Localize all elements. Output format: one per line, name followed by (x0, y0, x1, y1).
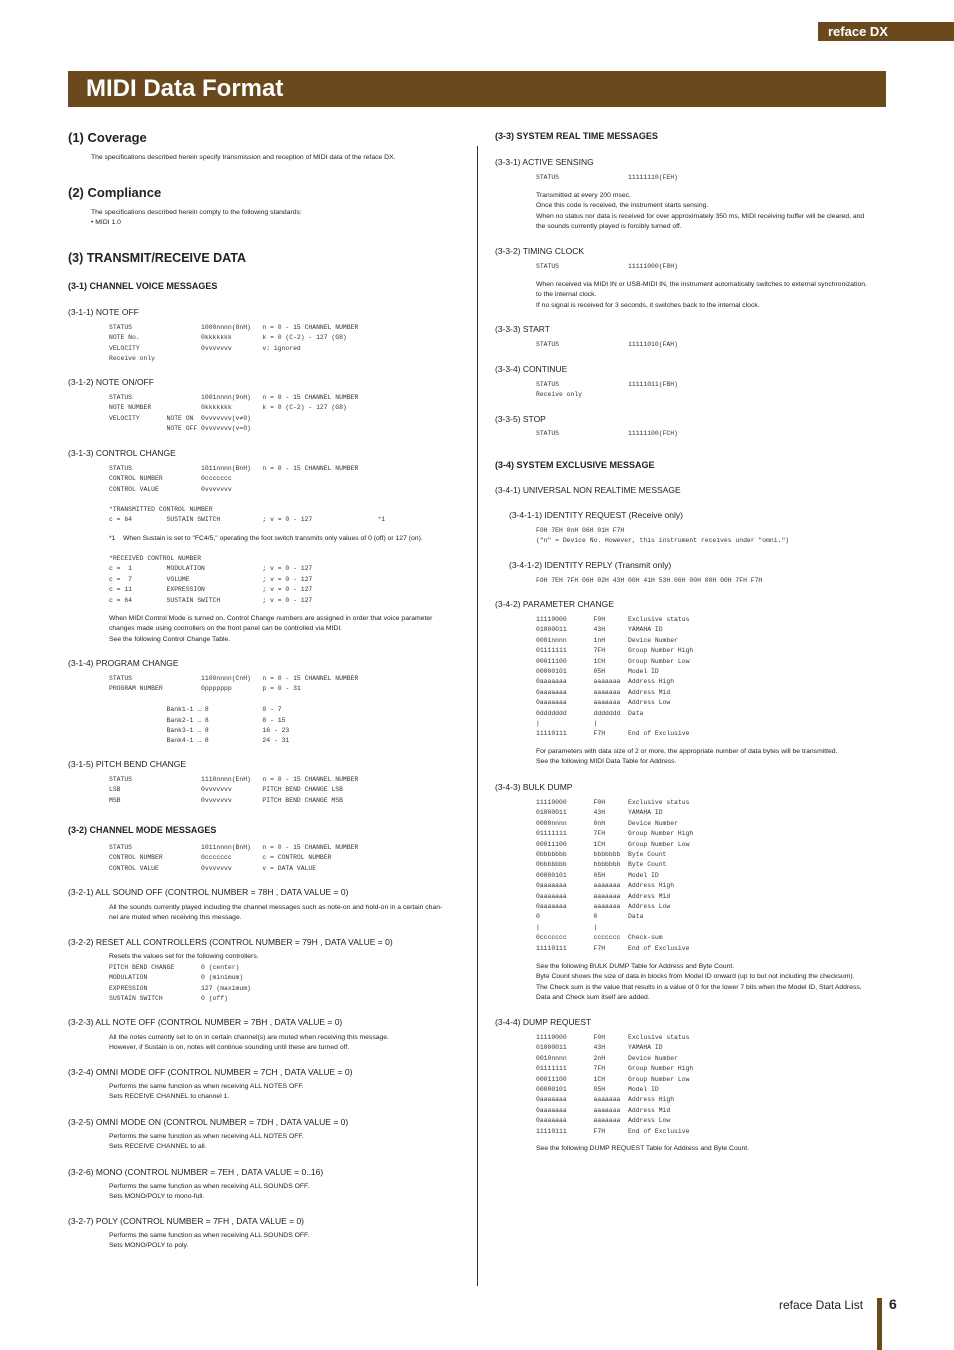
omni-off-text: Performs the same function as when receiving ALL NOTES OFF. Sets RECEIVE CHANNEL to channel 1. (109, 1083, 304, 1101)
start-heading: (3-3-3) START (495, 324, 550, 334)
dump-request-text: See the following DUMP REQUEST Table for Address and Byte Count. (536, 1145, 750, 1152)
active-sensing-heading: (3-3-1) ACTIVE SENSING (495, 157, 594, 167)
page-number: 6 (889, 1296, 897, 1312)
universal-nonrealtime-heading: (3-4-1) UNIVERSAL NON REALTIME MESSAGE (495, 485, 681, 495)
system-exclusive-heading: (3-4) SYSTEM EXCLUSIVE MESSAGE (495, 460, 655, 470)
mono-heading: (3-2-6) MONO (CONTROL NUMBER = 7EH , DATA VALUE = 0..16) (68, 1167, 324, 1177)
bulk-dump-text: See the following BULK DUMP Table for Address and Byte Count. Byte Count shows the size of data in blocks from Model ID onward (up to but not including the checksum). The Check sum is the value that results in a value of 0 for the lower 7 bits when the Model ID, Start Address, Data and Check sum itself are added. (536, 963, 862, 1001)
identity-reply-table: F0H 7EH 7FH 06H 02H 43H 00H 41H 53H 06H 00H 00H 00H 7FH F7H (536, 577, 763, 584)
compliance-heading: (2) Compliance (68, 185, 162, 200)
timing-clock-heading: (3-3-2) TIMING CLOCK (495, 246, 585, 256)
all-sound-off-text: All the sounds currently played including the channel messages such as note-on and hold-on in a certain chan- nel are muted when receiving this message. (109, 904, 443, 922)
parameter-change-table: 11110000 F0H Exclusive status 01000011 43H YAMAHA ID 0001nnnn 1nH Device Number 01111111 7FH Group Number High 00011100 1CH Group Number Low 00000101 05H Model ID 0aaaaaaa aaaaaaa Address High 0aaaaaaa aaaaaaa Address Mid 0aaaaaaa aaaaaaa Address Low 0ddddddd ddddddd Data | | 11110111 F7H End of Exclusive (536, 616, 694, 738)
channel-voice-heading: (3-1) CHANNEL VOICE MESSAGES (68, 281, 218, 291)
control-change-table: STATUS 1011nnnn(BnH) n = 0 - 15 CHANNEL NUMBER CONTROL NUMBER 0ccccccc CONTROL VALUE 0vvvvvvv (109, 465, 359, 493)
note-off-heading: (3-1-1) NOTE OFF (68, 307, 139, 317)
channel-mode-heading: (3-2) CHANNEL MODE MESSAGES (68, 825, 217, 835)
parameter-change-text: For parameters with data size of 2 or more, the appropriate number of data bytes will be transmitted. See the following MIDI Data Table for Address. (536, 748, 838, 766)
poly-heading: (3-2-7) POLY (CONTROL NUMBER = 7FH , DATA VALUE = 0) (68, 1216, 305, 1226)
coverage-heading: (1) Coverage (68, 130, 147, 145)
omni-off-heading: (3-2-4) OMNI MODE OFF (CONTROL NUMBER = 7CH , DATA VALUE = 0) (68, 1067, 353, 1077)
transmitted-control-table: *TRANSMITTED CONTROL NUMBER c = 64 SUSTAIN SWITCH ; v = 0 - 127 *1 (109, 506, 386, 524)
control-change-heading: (3-1-3) CONTROL CHANGE (68, 448, 176, 458)
parameter-change-heading: (3-4-2) PARAMETER CHANGE (495, 599, 614, 609)
identity-request-table: F0H 7EH 0nH 06H 01H F7H ("n" = Device No. However, this instrument receives under "omni.") (536, 527, 790, 545)
column-divider (477, 146, 478, 1286)
note-on-off-heading: (3-1-2) NOTE ON/OFF (68, 377, 154, 387)
bulk-dump-table: 11110000 F0H Exclusive status 01000011 43H YAMAHA ID 0000nnnn 0nH Device Number 01111111 7FH Group Number High 00011100 1CH Group Number Low 0bbbbbbb bbbbbbb Byte Count 0bbbbbbb bbbbbbb Byte Count 00000101 05H Model ID 0aaaaaaa aaaaaaa Address High 0aaaaaaa aaaaaaa Address Mid 0aaaaaaa aaaaaaa Address Low 0 0 Data | | 0ccccccc ccccccc Check-sum 11110111 F7H End of Exclusive (536, 799, 694, 952)
identity-request-heading: (3-4-1-1) IDENTITY REQUEST (Receive only) (509, 510, 683, 520)
program-change-table: STATUS 1100nnnn(CnH) n = 0 - 15 CHANNEL NUMBER PROGRAM NUMBER 0ppppppp p = 0 - 31 Bank1-1 … 8 0 - 7 Bank2-1 … 8 8 - 15 Bank3-1 … 8 16 - 23 Bank4-1 … 8 24 - 31 (109, 675, 359, 745)
stop-table: STATUS 11111100(FCH) (536, 430, 678, 437)
timing-clock-table: STATUS 11111000(F8H) (536, 263, 678, 270)
timing-clock-text: When received via MIDI IN or USB-MIDI IN, the instrument automatically switches to external synchronization. to the internal clock. If no signal is received for 3 seconds, it switches back to the internal clock. (536, 281, 867, 309)
pitch-bend-table: STATUS 1110nnnn(EnH) n = 0 - 15 CHANNEL NUMBER LSB 0vvvvvvv PITCH BEND CHANGE LSB MSB 0vvvvvvv PITCH BEND CHANGE MSB (109, 776, 359, 804)
pitch-bend-heading: (3-1-5) PITCH BEND CHANGE (68, 759, 187, 769)
active-sensing-text: Transmitted at every 200 msec. Once this code is received, the instrument starts sensing. When no status nor data is received for over approximately 350 ms, MIDI receiving buffer will be cleared, and the sounds currently played is forcibly turned off. (536, 192, 865, 230)
channel-mode-table: STATUS 1011nnnn(BnH) n = 0 - 15 CHANNEL NUMBER CONTROL NUMBER 0ccccccc c = CONTROL NUMBER CONTROL VALUE 0vvvvvvv v = DATA VALUE (109, 844, 359, 872)
start-table: STATUS 11111010(FAH) (536, 341, 678, 348)
stop-heading: (3-3-5) STOP (495, 414, 546, 424)
omni-on-heading: (3-2-5) OMNI MODE ON (CONTROL NUMBER = 7DH , DATA VALUE = 0) (68, 1117, 349, 1127)
bulk-dump-heading: (3-4-3) BULK DUMP (495, 782, 573, 792)
dump-request-heading: (3-4-4) DUMP REQUEST (495, 1017, 592, 1027)
page-title: MIDI Data Format (68, 71, 886, 107)
reset-controllers-text: Resets the values set for the following controllers. (109, 953, 259, 960)
note-on-off-table: STATUS 1001nnnn(9nH) n = 0 - 15 CHANNEL NUMBER NOTE NUMBER 0kkkkkkk k = 0 (C-2) - 127 (G8) VELOCITY NOTE ON 0vvvvvvv(v≠0) NOTE OFF 0vvvvvvv(v=0) (109, 394, 359, 433)
dump-request-table: 11110000 F0H Exclusive status 01000011 43H YAMAHA ID 0010nnnn 2nH Device Number 01111111 7FH Group Number High 00011100 1CH Group Number Low 00000101 05H Model ID 0aaaaaaa aaaaaaa Address High 0aaaaaaa aaaaaaa Address Mid 0aaaaaaa aaaaaaa Address Low 11110111 F7H End of Exclusive (536, 1034, 694, 1135)
mono-text: Performs the same function as when receiving ALL SOUNDS OFF. Sets MONO/POLY to mono-full. (109, 1183, 310, 1201)
control-change-note: *1 When Sustain is set to "FC4/5," operating the foot switch transmits only values of 0 (off) or 127 (on). (109, 535, 423, 542)
compliance-text: The specifications described herein comply to the following standards: • MIDI 1.0 (91, 209, 302, 227)
poly-text: Performs the same function as when receiving ALL SOUNDS OFF. Sets MONO/POLY to poly. (109, 1232, 310, 1250)
continue-table: STATUS 11111011(FBH) Receive only (536, 381, 678, 399)
control-mode-text: When MIDI Control Mode is turned on, Control Change numbers are assigned in order that voice parameter changes made using controllers on the front panel can be controlled via MIDI. See the following Control Change Table. (109, 615, 433, 643)
active-sensing-table: STATUS 11111110(FEH) (536, 174, 678, 181)
all-note-off-heading: (3-2-3) ALL NOTE OFF (CONTROL NUMBER = 7BH , DATA VALUE = 0) (68, 1017, 343, 1027)
omni-on-text: Performs the same function as when receiving ALL NOTES OFF. Sets RECEIVE CHANNEL to all. (109, 1133, 304, 1151)
reset-controllers-table: PITCH BEND CHANGE 0 (center) MODULATION 0 (minimum) EXPRESSION 127 (maximum) SUSTAIN SWITCH 0 (off) (109, 964, 251, 1003)
program-change-heading: (3-1-4) PROGRAM CHANGE (68, 658, 179, 668)
note-off-table: STATUS 1000nnnn(8nH) n = 0 - 15 CHANNEL NUMBER NOTE No. 0kkkkkkk k = 0 (C-2) - 127 (G8) VELOCITY 0vvvvvvv v: ignored Receive only (109, 324, 359, 363)
reset-controllers-heading: (3-2-2) RESET ALL CONTROLLERS (CONTROL NUMBER = 79H , DATA VALUE = 0) (68, 937, 393, 947)
coverage-text: The specifications described herein specify transmission and reception of MIDI data of the reface DX. (91, 154, 396, 161)
received-control-table: *RECEIVED CONTROL NUMBER c = 1 MODULATION ; v = 0 - 127 c = 7 VOLUME ; v = 0 - 127 c = 11 EXPRESSION ; v = 0 - 127 c = 64 SUSTAIN SWITCH ; v = 0 - 127 (109, 555, 313, 604)
all-note-off-text: All the notes currently set to on in certain channel(s) are muted when receiving this message. However, if Sustain is on, notes will continue sounding until these are turned off. (109, 1034, 389, 1052)
product-tag: reface DX (818, 22, 954, 41)
continue-heading: (3-3-4) CONTINUE (495, 364, 568, 374)
system-realtime-heading: (3-3) SYSTEM REAL TIME MESSAGES (495, 131, 658, 141)
footer-label: reface Data List (779, 1298, 864, 1312)
identity-reply-heading: (3-4-1-2) IDENTITY REPLY (Transmit only) (509, 560, 672, 570)
transmit-receive-heading: (3) TRANSMIT/RECEIVE DATA (68, 251, 247, 265)
page-number-bar (877, 1298, 882, 1350)
all-sound-off-heading: (3-2-1) ALL SOUND OFF (CONTROL NUMBER = 78H , DATA VALUE = 0) (68, 887, 349, 897)
